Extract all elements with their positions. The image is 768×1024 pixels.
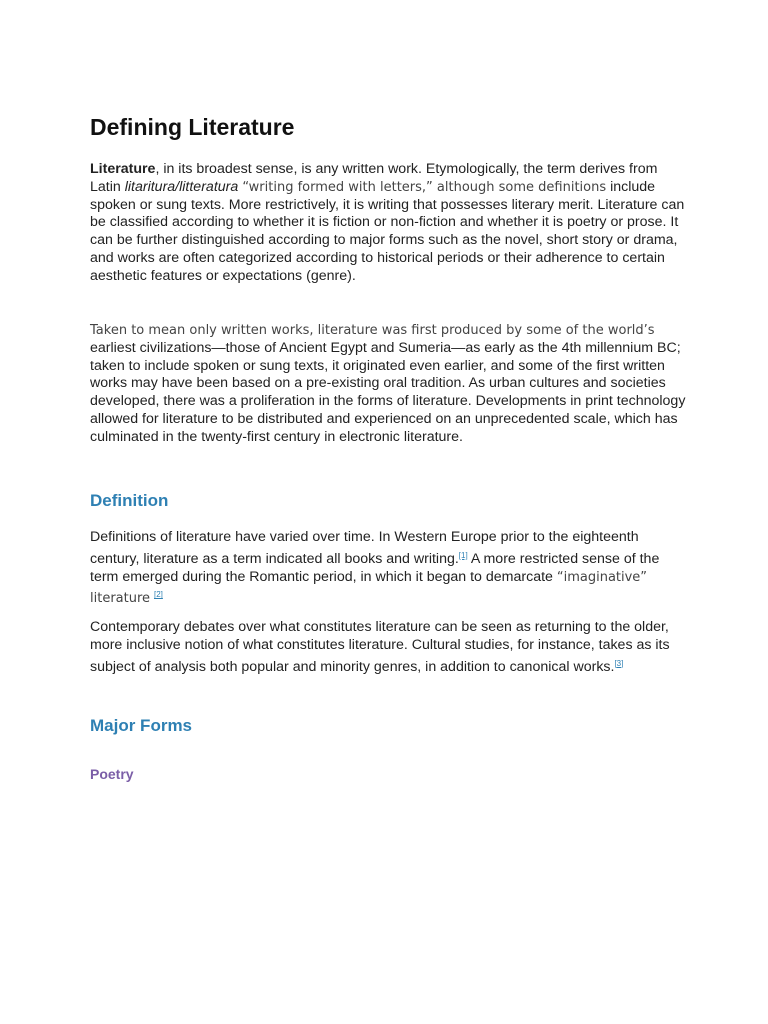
text-span: A more restricted sense of the term emerged during the Romantic period, in which it began to demarcate: [90, 550, 660, 585]
text-span: , in its broadest sense, is any written work. Etymologically, the term derives from Latin: [90, 161, 658, 195]
heading-poetry: Poetry: [90, 766, 134, 782]
paragraph-contemporary: [90, 619, 690, 676]
paragraph-history: [90, 322, 690, 447]
paragraph-intro: [90, 161, 690, 286]
citation-link-3[interactable]: [3]: [614, 658, 624, 668]
text-span: include spoken or sung texts. More restrictively, it is writing that possesses literary merit. Literature can be classified according to whether it is fiction or non-fiction and whether it is poetry or prose. It can be further distinguished according to major forms such as the novel, short story or drama, and works are often categorized according to historical periods or their adherence to certain aesthetic features or expectations (genre).: [90, 178, 685, 284]
text-span: Contemporary debates over what constitutes literature can be seen as returning to the older, more inclusive notion of what constitutes literature. Cultural studies, for instance, takes as its subject of analysis both popular and minority genres, in addition to canonical works.: [90, 619, 670, 675]
heading-major-forms: Major Forms: [90, 716, 193, 735]
page-title: Defining Literature: [90, 114, 295, 140]
paragraph-definition: [90, 529, 690, 608]
etymology-italic: litaritura/litteratura: [124, 178, 239, 195]
term-bold: Literature: [90, 161, 156, 177]
text-span: earliest civilizations—those of Ancient Egypt and Sumeria—as early as the 4th millennium BC; taken to include spoken or sung texts, it originated even earlier, and some of the first written works may have been based on a pre-existing oral tradition. As urban cultures and societies developed, there was a proliferation in the forms of literature. Developments in print technology allowed for literature to be distributed and experienced on an unprecedented scale, which has culminated in the twenty-first century in electronic literature.: [90, 339, 686, 445]
lead-span: Taken to mean only written works, literature was first produced by some of the world’s: [90, 323, 655, 338]
text-span: Definitions of literature have varied over time. In Western Europe prior to the eighteenth century, literature as a term indicated all books and writing.: [90, 529, 639, 567]
citation-link-2[interactable]: [2]: [153, 590, 163, 600]
heading-definition: Definition: [90, 491, 169, 510]
quote-span: “imaginative” literature: [90, 569, 648, 607]
quote-span: “writing formed with letters,” although some definitions: [238, 179, 607, 195]
citation-link-1[interactable]: [1]: [458, 550, 468, 560]
